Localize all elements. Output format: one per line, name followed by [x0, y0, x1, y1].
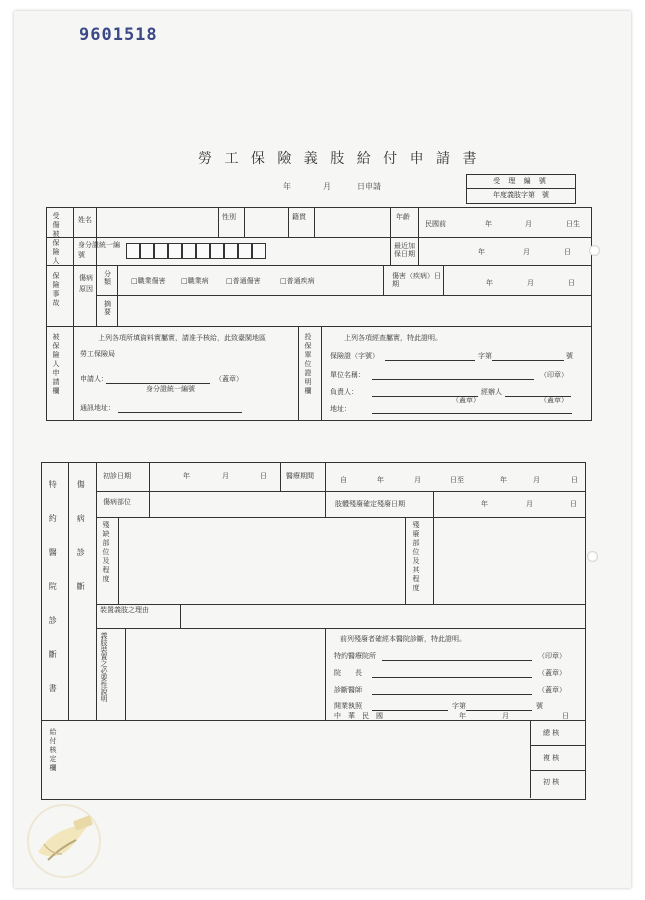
gender-label: 性別 [222, 213, 236, 221]
option-ordinary-disease[interactable]: □普通疾病 [280, 277, 315, 285]
option-occupational-injury[interactable]: □職業傷害 [131, 277, 166, 285]
id-digit-8[interactable] [224, 243, 238, 259]
option-ordinary-injury[interactable]: □普通傷害 [226, 277, 261, 285]
id-digit-10[interactable] [252, 243, 266, 259]
id-digit-5[interactable] [182, 243, 196, 259]
hospital-label: 特約醫療院所 [334, 652, 376, 660]
diagnosis-section-label: 傷病診斷 [76, 480, 86, 616]
owner-stamp: （蓋章） [452, 396, 480, 404]
period-to-month: 月 [533, 476, 540, 484]
id-digit-3[interactable] [154, 243, 168, 259]
hospital-seal: （印章） [538, 652, 566, 660]
deformity-year: 年 [481, 500, 488, 508]
period-from-month: 月 [414, 476, 421, 484]
medical-section-label: 特約醫院診斷書 [48, 480, 58, 718]
employer-section-label: 投保單位證明欄 [304, 333, 313, 396]
insured-year: 年 [478, 248, 485, 256]
license-label: 開業執照 [334, 702, 362, 710]
license-hao: 號 [536, 702, 543, 710]
id-digit-4[interactable] [168, 243, 182, 259]
accident-date-label: 傷害（疾病）日期 [392, 272, 441, 289]
category-label: 分類 [104, 270, 111, 287]
accident-section-label: 保險事故 [52, 272, 61, 308]
declaration-text: 上列各項所填資料實屬實，請准予核給，此致臺閩地區 [98, 334, 266, 342]
doctor-stamp: （蓋章） [538, 686, 566, 694]
summary-label: 摘要 [104, 300, 111, 317]
punch-hole-upper [589, 245, 600, 256]
approval-total: 總 核 [543, 729, 560, 737]
deformity-day: 日 [570, 500, 577, 508]
id-digit-9[interactable] [238, 243, 252, 259]
cert-hao: 號 [566, 352, 573, 360]
id-digit-6[interactable] [196, 243, 210, 259]
deformity-date-label: 肢體殘廢確定殘廢日期 [335, 500, 405, 508]
birth-prefix: 民國前 [425, 220, 446, 228]
date-year: 年 [283, 182, 291, 191]
director-label: 院 長 [334, 669, 362, 677]
id-digit-1[interactable] [126, 243, 140, 259]
cert-zi: 字第 [478, 352, 492, 360]
birth-month: 月 [525, 220, 532, 228]
approval-initial: 初 核 [543, 778, 560, 786]
first-visit-year: 年 [183, 472, 190, 480]
cert-number-label: 保險證（字號） [330, 352, 379, 360]
owner-label: 負責人： [330, 388, 358, 396]
age-label: 年齡 [396, 213, 410, 221]
hospital-cert-text: 前列殘廢者確經本醫院診斷，特此證明。 [340, 635, 466, 643]
birth-day: 日生 [566, 220, 580, 228]
director-stamp: （蓋章） [538, 669, 566, 677]
declaration-bureau: 勞工保險局 [80, 350, 115, 358]
applicant-section-label: 受傷被保險人 [52, 212, 61, 266]
period-to: 日至 [450, 476, 464, 484]
cert-month: 月 [502, 712, 509, 720]
period-from-year: 年 [377, 476, 384, 484]
accident-year: 年 [486, 279, 493, 287]
option-occupational-disease[interactable]: □職業病 [181, 277, 209, 285]
employer-cert-text: 上列各項經查屬實，特此證明。 [344, 334, 442, 342]
id-digit-7[interactable] [210, 243, 224, 259]
doctor-label: 診斷醫師 [334, 686, 362, 694]
punch-hole-lower [587, 551, 598, 562]
approval-review: 複 核 [543, 754, 560, 762]
agent-label: 經辦人 [481, 388, 502, 396]
nationality-label: 籍貫 [292, 213, 306, 221]
unit-address-label: 地址： [330, 405, 351, 413]
upper-form-table [46, 207, 592, 421]
approval-section-label: 給付核定欄 [49, 728, 58, 773]
archive-logo-icon [18, 800, 110, 882]
period-from: 自 [340, 476, 347, 484]
declaration-section-label: 被保險人申請欄 [52, 333, 61, 396]
applicant-seal: （蓋章） [215, 375, 243, 383]
first-visit-label: 初診日期 [103, 472, 131, 480]
first-visit-day: 日 [260, 472, 267, 480]
deformity-detail-label: 殘缺部位及程度 [102, 521, 111, 584]
prosthesis-reason-label: 裝置義肢之理由 [100, 606, 149, 614]
deformity-month: 月 [526, 500, 533, 508]
period-to-day: 日 [571, 476, 578, 484]
document-number: 9601518 [79, 25, 158, 45]
accident-day: 日 [568, 279, 575, 287]
treatment-period-label: 醫療期間 [286, 472, 314, 480]
name-label: 姓名 [78, 216, 92, 224]
birth-year: 年 [485, 220, 492, 228]
cause-label: 傷病原因 [79, 274, 93, 293]
last-insured-label: 最近加保日期 [394, 242, 415, 259]
applicant-id-hint: 身分證統一編號 [146, 385, 195, 393]
injured-part-label: 傷病部位 [103, 498, 131, 506]
form-title: 勞 工 保 險 義 肢 給 付 申 請 書 [198, 151, 481, 167]
receipt-subtitle: 年度義肢字第 號 [493, 191, 549, 199]
id-digit-2[interactable] [140, 243, 154, 259]
mailing-address-label: 通訊地址： [80, 404, 115, 412]
unit-seal: （印章） [540, 371, 568, 379]
period-to-year: 年 [500, 476, 507, 484]
license-zi: 字第 [452, 702, 466, 710]
date-month: 月 [323, 182, 331, 191]
accident-month: 月 [527, 279, 534, 287]
agent-stamp: （蓋章） [540, 396, 568, 404]
roc-date-label: 中 華 民 國 [334, 712, 383, 720]
date-day: 日申請 [357, 182, 381, 191]
cert-day: 日 [562, 712, 569, 720]
medical-form-table [41, 462, 586, 800]
first-visit-month: 月 [222, 472, 229, 480]
receipt-box [466, 174, 576, 204]
receipt-title: 受 理 編 號 [467, 175, 575, 189]
necessity-label: 義肢裝置之必要性說明 [100, 632, 109, 702]
applicant-sign-label: 申請人： [80, 375, 108, 383]
cert-year: 年 [459, 712, 466, 720]
insured-month: 月 [523, 248, 530, 256]
application-date [283, 181, 381, 192]
id-number-label: 身分證統一編號 [78, 241, 120, 259]
unit-name-label: 單位名稱： [330, 371, 365, 379]
amputation-label: 殘廢部位及其程度 [412, 521, 421, 593]
insured-day: 日 [564, 248, 571, 256]
